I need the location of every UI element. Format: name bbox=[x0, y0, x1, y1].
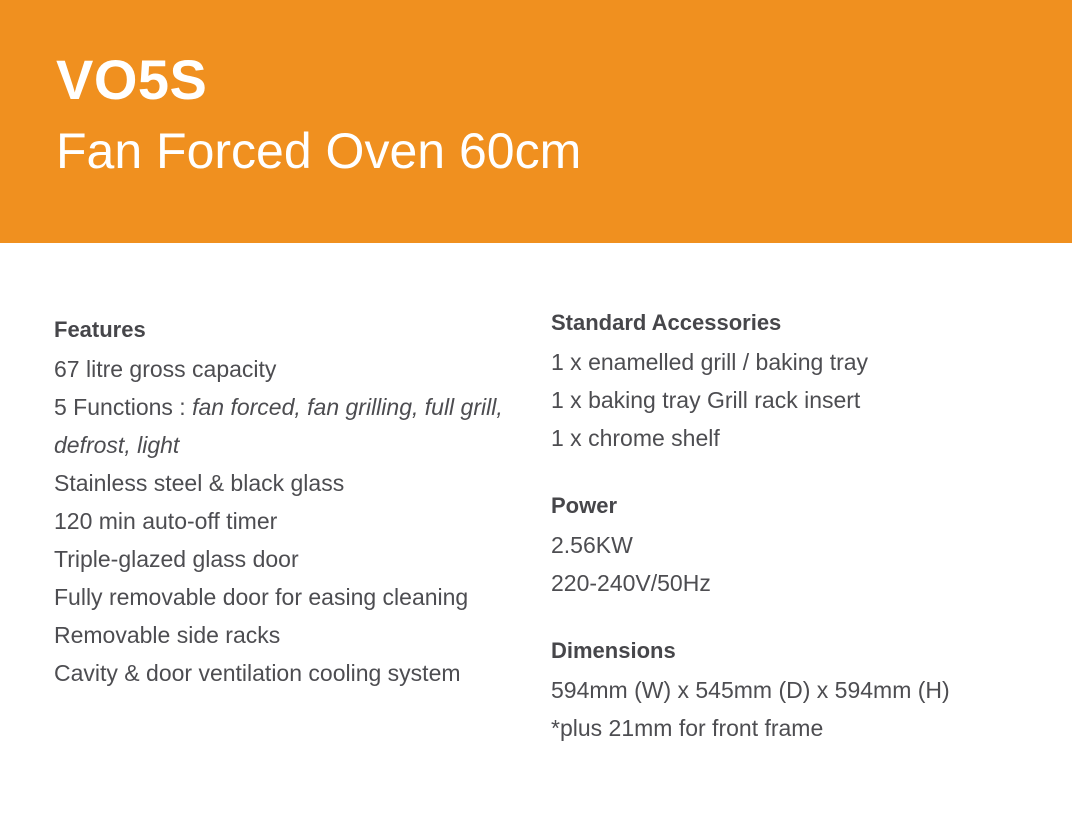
feature-item: 67 litre gross capacity bbox=[54, 356, 277, 382]
dimensions-item: 594mm (W) x 545mm (D) x 594mm (H) bbox=[551, 677, 950, 703]
feature-item: Triple-glazed glass door bbox=[54, 546, 299, 572]
feature-item-label: 5 Functions : bbox=[54, 394, 193, 420]
header-text-group bbox=[56, 48, 581, 184]
feature-item-emphasis: fan forced, fan grilling, full grill, defrost, light bbox=[54, 394, 503, 458]
accessory-item: 1 x baking tray Grill rack insert bbox=[551, 387, 861, 413]
feature-item: 120 min auto-off timer bbox=[54, 508, 278, 534]
header-band bbox=[0, 0, 1072, 243]
power-heading: Power bbox=[551, 493, 618, 518]
feature-item: Stainless steel & black glass bbox=[54, 470, 345, 496]
spacer bbox=[551, 602, 1031, 636]
product-title: Fan Forced Oven 60cm bbox=[56, 123, 582, 179]
accessory-item: 1 x chrome shelf bbox=[551, 425, 720, 451]
accessory-item: 1 x enamelled grill / baking tray bbox=[551, 349, 869, 375]
dimensions-heading: Dimensions bbox=[551, 638, 676, 663]
spacer bbox=[551, 457, 1031, 491]
feature-item bbox=[54, 388, 514, 464]
feature-item: Cavity & door ventilation cooling system bbox=[54, 660, 461, 686]
feature-item: Fully removable door for easing cleaning bbox=[54, 584, 469, 610]
dimensions-note: *plus 21mm for front frame bbox=[551, 715, 824, 741]
content-area bbox=[0, 243, 1072, 828]
power-item: 220-240V/50Hz bbox=[551, 570, 711, 596]
features-column bbox=[54, 315, 514, 692]
accessories-heading: Standard Accessories bbox=[551, 310, 782, 335]
feature-item: Removable side racks bbox=[54, 622, 281, 648]
specs-column bbox=[551, 308, 1031, 747]
features-heading: Features bbox=[54, 317, 146, 342]
power-item: 2.56KW bbox=[551, 532, 633, 558]
model-title: VO5S bbox=[56, 48, 208, 111]
